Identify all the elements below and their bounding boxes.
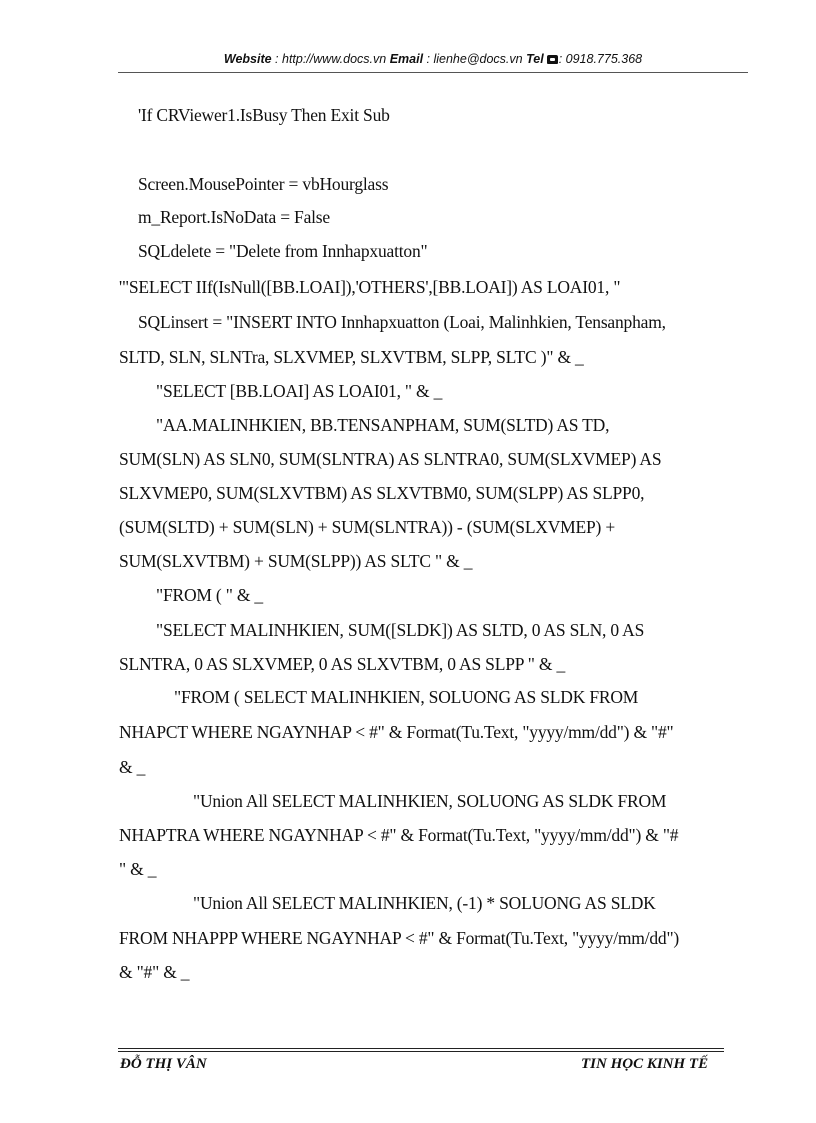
code-line: SLNTRA, 0 AS SLXVMEP, 0 AS SLXVTBM, 0 AS SLPP " & _: [119, 654, 566, 674]
code-line: SUM(SLN) AS SLN0, SUM(SLNTRA) AS SLNTRA0, SUM(SLXVMEP) AS: [119, 449, 662, 469]
code-line: SLTD, SLN, SLNTra, SLXVMEP, SLXVTBM, SLPP, SLTC )" & _: [119, 347, 584, 367]
code-line: "Union All SELECT MALINHKIEN, (-1) * SOLUONG AS SLDK: [193, 893, 656, 913]
code-line: m_Report.IsNoData = False: [138, 207, 330, 227]
footer-author: ĐỖ THỊ VÂN: [120, 1056, 207, 1072]
website-url: : http://www.docs.vn: [271, 52, 390, 66]
footer-divider: [118, 1051, 724, 1052]
code-line: SUM(SLXVTBM) + SUM(SLPP)) AS SLTC " & _: [119, 551, 473, 571]
code-line: "SELECT [BB.LOAI] AS LOAI01, " & _: [156, 381, 443, 401]
footer-subject: TIN HỌC KINH TẾ: [581, 1056, 709, 1072]
code-line: SLXVMEP0, SUM(SLXVTBM) AS SLXVTBM0, SUM(SLPP) AS SLPP0,: [119, 483, 645, 503]
code-line: " & _: [119, 859, 157, 879]
code-line: SQLdelete = "Delete from Innhapxuatton": [138, 241, 428, 261]
code-line: "FROM ( " & _: [156, 585, 263, 605]
code-line: NHAPCT WHERE NGAYNHAP < #" & Format(Tu.Text, "yyyy/mm/dd") & "#": [119, 722, 674, 742]
code-line: FROM NHAPPP WHERE NGAYNHAP < #" & Format(Tu.Text, "yyyy/mm/dd"): [119, 928, 680, 948]
website-label: Website: [223, 52, 272, 66]
tel-number: : 0918.775.368: [558, 52, 643, 66]
code-line: "SELECT MALINHKIEN, SUM([SLDK]) AS SLTD, 0 AS SLN, 0 AS: [156, 620, 645, 640]
code-line: SQLinsert = "INSERT INTO Innhapxuatton (Loai, Malinhkien, Tensanpham,: [138, 312, 666, 332]
code-line: & "#" & _: [119, 962, 190, 982]
code-line: (SUM(SLTD) + SUM(SLN) + SUM(SLNTRA)) - (SUM(SLXVMEP) +: [119, 517, 616, 537]
code-line: "FROM ( SELECT MALINHKIEN, SOLUONG AS SLDK FROM: [174, 687, 639, 707]
code-line: '"SELECT IIf(IsNull([BB.LOAI]),'OTHERS',[BB.LOAI]) AS LOAI01, ": [119, 277, 621, 297]
tel-label: Tel: [526, 52, 544, 66]
code-line: "Union All SELECT MALINHKIEN, SOLUONG AS SLDK FROM: [193, 791, 667, 811]
footer-divider: [118, 1048, 724, 1049]
code-line: NHAPTRA WHERE NGAYNHAP < #" & Format(Tu.Text, "yyyy/mm/dd") & "#: [119, 825, 679, 845]
code-line: & _: [119, 757, 146, 777]
email-address: : lienhe@docs.vn: [423, 52, 527, 66]
code-line: "AA.MALINHKIEN, BB.TENSANPHAM, SUM(SLTD) AS TD,: [156, 415, 610, 435]
code-line: Screen.MousePointer = vbHourglass: [138, 174, 389, 194]
code-line: 'If CRViewer1.IsBusy Then Exit Sub: [138, 105, 390, 125]
email-label: Email: [389, 52, 424, 66]
